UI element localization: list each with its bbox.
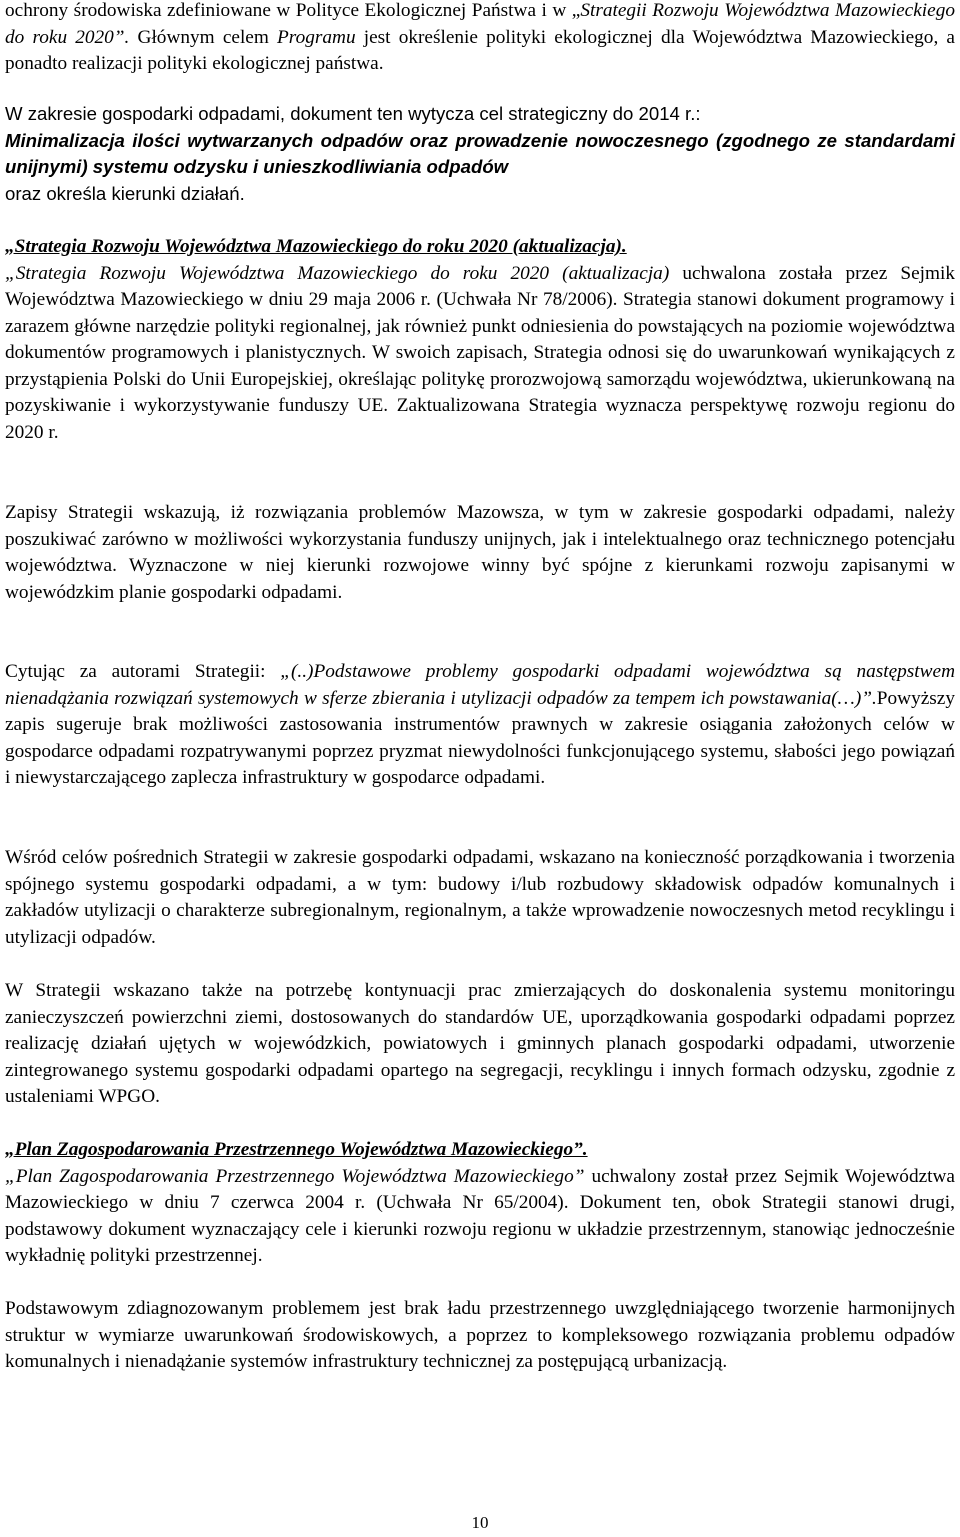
plan-paragraph-1 [5, 1164, 955, 1270]
strategy-paragraph-3 [5, 659, 955, 792]
plan-section [5, 1137, 955, 1270]
strategy-paragraph-2: Zapisy Strategii wskazują, iż rozwiązania problemów Mazowsza, w tym w zakresie gospodarki odpadami, należy poszukiwać zarówno w możliwości wykorzystania funduszy unijnych, jak i intelektualnego oraz technicznego potencjału województwa. Wyznaczone w niej kierunki rozwojowe winny być spójne z kierunkami rozwoju zapisanymi w wojewódzkim planie gospodarki odpadami. [5, 502, 955, 603]
quote-intro: Cytując za autorami Strategii: [5, 661, 281, 682]
plan-heading: „Plan Zagospodarowania Przestrzennego Województwa Mazowieckiego”. [5, 1139, 588, 1160]
document-page [5, 0, 955, 1537]
intro-text: ochrony środowiska zdefiniowane w Polityce Ekologicznej Państwa i w „ [5, 0, 581, 21]
strategy-heading: „Strategia Rozwoju Województwa Mazowieckiego do roku 2020 (aktualizacja). [5, 236, 627, 257]
waste-goal-lead: W zakresie gospodarki odpadami, dokument ten wytycza cel strategiczny do 2014 r.: [5, 103, 701, 124]
strategy-p1-text: uchwalona została przez Sejmik Województwa Mazowieckiego w dniu 29 maja 2006 r. (Uchwała Nr 78/2006). Strategia stanowi dokument programowy i zarazem główne narzędzie polityki regionalnej, jak również punkt odniesienia do powstających na poziomie województwa dokumentów programowych i planistycznych. W swoich zapisach, Strategia odnosi się do uwarunkowań wynikających z przystąpienia Polski do Unii Europejskiej, określając politykę prorozwojową samorządu województwa, ukierunkowaną na pozyskiwanie i wykorzystywanie funduszy UE. Zaktualizowana Strategia wyznacza perspektywę rozwoju regionu do 2020 r. [5, 262, 955, 443]
page-number: 10 [471, 1513, 489, 1532]
plan-p1-text: uchwalony został przez Sejmik Województwa Mazowieckiego w dniu 7 czerwca 2004 r. (Uchwała Nr 65/2004). Dokument ten, obok Strategii stanowi drugi, podstawowy dokument wyznaczający cele i kierunki rozwoju regionu w układzie przestrzennym, stanowiąc jednocześnie wykładnię polityki przestrzennej. [5, 1165, 955, 1266]
waste-goal-statement: Minimalizacja ilości wytwarzanych odpadów oraz prowadzenie nowoczesnego (zgodnego ze standardami unijnymi) systemu odzysku i unieszkodliwiania odpadów [5, 129, 955, 177]
intro-text-2: Głównym celem [129, 26, 278, 48]
strategy-paragraph-5: W Strategii wskazano także na potrzebę kontynuacji prac zmierzających do doskonalenia systemu monitoringu zanieczyszczeń powierzchni ziemi, dostosowanych do standardów UE, uporządkowania gospodarki odpadami poprzez realizację działań ujętych w wojewódzkich, powiatowych i gminnych planach gospodarki odpadami, utworzenie zintegrowanego systemu gospodarki odpadami opartego na segregacji, recyklingu i innych formach odzysku, zgodnie z ustaleniami WPGO. [5, 980, 955, 1107]
strategy-paragraph-4: Wśród celów pośrednich Strategii w zakresie gospodarki odpadami, wskazano na konieczność porządkowania i tworzenia spójnego systemu gospodarki odpadami, a w tym: budowy i/lub rozbudowy składowisk odpadów komunalnych i zakładów utylizacji o charakterze subregionalnym, regionalnym, a także wprowadzenie nowoczesnych metod recyklingu i utylizacji odpadów. [5, 847, 955, 948]
strategy-section [5, 234, 955, 446]
strategy-paragraph-1 [5, 261, 955, 447]
strategy-quote: „(..)Podstawowe problemy gospodarki odpadami województwa są następstwem nienadążania rozwiązań systemowych w sferze zbierania i utylizacji odpadów za tempem ich powstawania(…)”. [5, 661, 955, 709]
intro-program-word: Programu [277, 26, 356, 48]
waste-goal-paragraph [5, 101, 955, 207]
intro-text-3: jest określenie polityki ekologicznej dla Województwa Mazowieckiego, a ponadto realizacji polityki ekologicznej państwa. [5, 26, 955, 74]
intro-paragraph [5, 0, 955, 78]
plan-title-italic: „Plan Zagospodarowania Przestrzennego Województwa Mazowieckiego” [5, 1165, 585, 1187]
intro-strategy-title: Strategii Rozwoju Województwa Mazowieckiego do roku 2020”. [5, 0, 955, 48]
strategy-title-italic: „Strategia Rozwoju Województwa Mazowieckiego do roku 2020 (aktualizacja) [5, 262, 670, 284]
quote-commentary: Powyższy zapis sugeruje brak możliwości zastosowania instrumentów prawnych w zakresie osiągania założonych celów w gospodarce odpadami rozpatrywanymi poprzez pryzmat niewydolności funkcjonującego systemu, słabości jego powiązań i niewystarczającego zaplecza infrastruktury w gospodarce odpadami. [5, 687, 955, 788]
plan-paragraph-2: Podstawowym zdiagnozowanym problemem jest brak ładu przestrzennego uwzględniającego tworzenie harmonijnych struktur w wymiarze uwarunkowań środowiskowych, a poprzez to kompleksowego rozwiązania problemu odpadów komunalnych i nienadążanie systemów infrastruktury technicznej za postępującą urbanizacją. [5, 1298, 955, 1372]
waste-goal-tail: oraz określa kierunki działań. [5, 182, 245, 204]
